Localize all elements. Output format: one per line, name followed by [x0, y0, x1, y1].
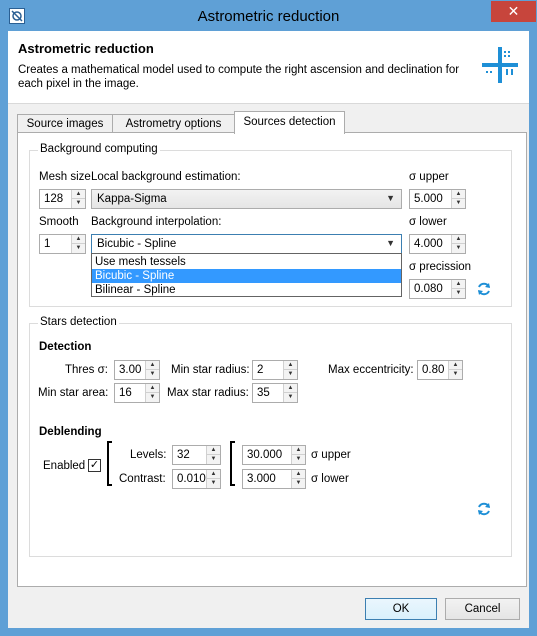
tab-source-images[interactable]: Source images [17, 114, 113, 132]
tab-sources-detection[interactable]: Sources detection [234, 111, 345, 134]
bracket-left [107, 441, 112, 486]
thres-sigma-label: Thres σ: [65, 364, 108, 376]
dropdown-option[interactable]: Use mesh tessels [95, 256, 186, 268]
max-eccentricity-value: 0.80 [422, 364, 445, 376]
dialog-body [8, 31, 529, 628]
min-star-area-value: 16 [119, 387, 132, 399]
down-arrow-icon[interactable]: ▼ [149, 394, 156, 400]
max-star-radius-value: 35 [257, 387, 270, 399]
bg-interp-label: Background interpolation: [91, 216, 222, 228]
down-arrow-icon[interactable]: ▼ [455, 290, 462, 296]
down-arrow-icon[interactable]: ▼ [295, 456, 302, 462]
down-arrow-icon[interactable]: ▼ [455, 200, 462, 206]
sigma-lower-stepper[interactable] [409, 234, 466, 254]
down-arrow-icon[interactable]: ▼ [455, 245, 462, 251]
up-arrow-icon[interactable]: ▲ [146, 384, 159, 393]
bg-interp-select[interactable] [91, 234, 402, 254]
max-eccentricity-stepper[interactable] [417, 360, 463, 380]
local-bg-label: Local background estimation: [91, 171, 241, 183]
detection-heading: Detection [39, 341, 92, 353]
sigma-upper-value: 5.000 [414, 193, 443, 205]
bg-interp-value: Bicubic - Spline [97, 238, 177, 250]
down-arrow-icon[interactable]: ▼ [75, 200, 82, 206]
contrast-label: Contrast: [119, 473, 166, 485]
deblending-heading: Deblending [39, 426, 102, 438]
header-description: Creates a mathematical model used to compute the right ascension and declination for each pixel in the image. [18, 64, 460, 90]
mesh-size-stepper[interactable] [39, 189, 86, 209]
stars-detection-group [29, 316, 512, 557]
up-arrow-icon[interactable]: ▲ [452, 190, 465, 199]
window-title: Astrometric reduction [197, 8, 340, 25]
contrast-stepper[interactable] [172, 469, 221, 489]
up-arrow-icon[interactable]: ▲ [452, 280, 465, 289]
down-arrow-icon[interactable]: ▼ [75, 245, 82, 251]
chevron-down-icon: ▼ [386, 193, 395, 203]
max-star-radius-stepper[interactable] [252, 383, 298, 403]
down-arrow-icon[interactable]: ▼ [210, 456, 217, 462]
min-star-radius-value: 2 [257, 364, 264, 376]
refresh-icon[interactable] [476, 281, 492, 297]
max-eccentricity-label: Max eccentricity: [328, 364, 414, 376]
max-star-radius-label: Max star radius: [167, 387, 249, 399]
refresh-icon[interactable] [476, 501, 492, 517]
deblend-sigma-upper-label: σ upper [311, 449, 351, 461]
title-bar[interactable] [1, 1, 536, 31]
sigma-lower-label: σ lower [409, 216, 447, 228]
group-title: Stars detection [40, 316, 117, 328]
local-bg-value: Kappa-Sigma [97, 193, 167, 205]
up-arrow-icon[interactable]: ▲ [452, 235, 465, 244]
up-arrow-icon[interactable]: ▲ [284, 384, 297, 393]
up-arrow-icon[interactable]: ▲ [146, 361, 159, 370]
close-button[interactable]: ✕ [491, 1, 536, 22]
min-star-radius-label: Min star radius: [171, 364, 250, 376]
smooth-stepper[interactable] [39, 234, 86, 254]
grid-crosshair-icon [480, 45, 520, 85]
sigma-upper-stepper[interactable] [409, 189, 466, 209]
thres-sigma-value: 3.00 [119, 364, 142, 376]
local-bg-select[interactable] [91, 189, 402, 209]
deblend-sigma-lower-value: 3.000 [247, 473, 276, 485]
chevron-down-icon: ▼ [386, 238, 395, 248]
contrast-value: 0.010 [177, 473, 206, 485]
enabled-checkbox[interactable]: ✓ [89, 459, 100, 471]
sigma-precision-value: 0.080 [414, 283, 443, 295]
levels-stepper[interactable] [172, 445, 221, 465]
sigma-precision-label: σ precission [409, 261, 472, 273]
sigma-lower-value: 4.000 [414, 238, 443, 250]
enabled-label: Enabled [43, 460, 86, 472]
levels-value: 32 [177, 449, 190, 461]
bg-interp-dropdown [91, 253, 402, 297]
cancel-button[interactable]: Cancel [445, 598, 520, 620]
mesh-size-label: Mesh size [39, 171, 91, 183]
up-arrow-icon[interactable]: ▲ [284, 361, 297, 370]
down-arrow-icon[interactable]: ▼ [295, 480, 302, 486]
down-arrow-icon[interactable]: ▼ [287, 394, 294, 400]
dropdown-option[interactable]: Bilinear - Spline [95, 284, 176, 296]
up-arrow-icon[interactable]: ▲ [72, 190, 85, 199]
sigma-upper-label: σ upper [409, 171, 449, 183]
header-title: Astrometric reduction [18, 41, 154, 56]
thres-sigma-stepper[interactable] [114, 360, 160, 380]
min-star-area-stepper[interactable] [114, 383, 160, 403]
header-panel [8, 31, 529, 104]
sources-detection-page [17, 132, 527, 587]
group-title: Background computing [40, 143, 158, 155]
min-star-radius-stepper[interactable] [252, 360, 298, 380]
ok-button[interactable]: OK [365, 598, 437, 620]
levels-label: Levels: [130, 449, 167, 461]
smooth-label: Smooth [39, 216, 79, 228]
up-arrow-icon[interactable]: ▲ [207, 470, 220, 479]
sigma-precision-stepper[interactable] [409, 279, 466, 299]
deblend-sigma-lower-label: σ lower [311, 473, 349, 485]
up-arrow-icon[interactable]: ▲ [72, 235, 85, 244]
dropdown-option-selected[interactable]: Bicubic - Spline [92, 269, 401, 283]
tab-astrometry-options[interactable]: Astrometry options [112, 114, 235, 132]
deblend-sigma-lower-stepper[interactable] [242, 469, 306, 489]
up-arrow-icon[interactable]: ▲ [292, 470, 305, 479]
down-arrow-icon[interactable]: ▼ [287, 371, 294, 377]
smooth-value: 1 [44, 238, 51, 250]
down-arrow-icon[interactable]: ▼ [149, 371, 156, 377]
up-arrow-icon[interactable]: ▲ [449, 361, 462, 370]
deblend-sigma-upper-value: 30.000 [247, 449, 283, 461]
min-star-area-label: Min star area: [38, 387, 109, 399]
up-arrow-icon[interactable]: ▲ [207, 446, 220, 455]
mesh-size-value: 128 [44, 193, 64, 205]
up-arrow-icon[interactable]: ▲ [292, 446, 305, 455]
background-computing-group [29, 143, 512, 307]
bracket-right [230, 441, 235, 486]
deblend-sigma-upper-stepper[interactable] [242, 445, 306, 465]
down-arrow-icon[interactable]: ▼ [210, 480, 217, 486]
down-arrow-icon[interactable]: ▼ [452, 371, 459, 377]
